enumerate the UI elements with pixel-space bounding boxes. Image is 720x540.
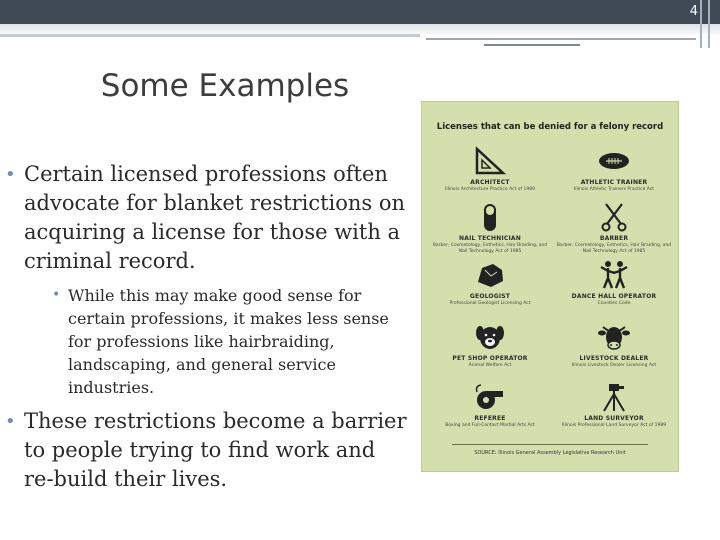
- poster-item-land-surveyor: [554, 382, 674, 429]
- poster-title: Licenses that can be denied for a felony record: [436, 122, 664, 132]
- poster-item-label: NAIL TECHNICIAN: [459, 235, 521, 242]
- poster-item-dance-hall-operator: [554, 260, 674, 307]
- poster-item-label: DANCE HALL OPERATOR: [571, 293, 657, 300]
- triangle-ruler-icon: [473, 146, 507, 176]
- bullet-list: [0, 160, 410, 502]
- licenses-poster: [421, 101, 679, 472]
- poster-item-label: GEOLOGIST: [469, 293, 511, 300]
- poster-item-act: Illinois Professional Land Surveyor Act of 1989: [561, 423, 667, 428]
- page-number: 4: [689, 4, 698, 19]
- poster-item-label: LIVESTOCK DEALER: [579, 355, 649, 362]
- decorative-line: [700, 0, 702, 48]
- accent-line: [0, 34, 420, 37]
- poster-item-athletic-trainer: [554, 146, 674, 193]
- poster-item-architect: [430, 146, 550, 193]
- poster-item-act: Professional Geologist Licensing Act: [449, 301, 531, 306]
- poster-item-label: BARBER: [599, 235, 629, 242]
- fingernail-icon: [473, 202, 507, 232]
- poster-item-act: Counties Code: [597, 301, 631, 306]
- surveyor-icon: [597, 382, 631, 412]
- poster-divider: [452, 444, 648, 445]
- cow-icon: [597, 322, 631, 352]
- poster-item-pet-shop-operator: [430, 322, 550, 369]
- poster-item-barber: [554, 202, 674, 255]
- poster-item-act: Boxing and Full-Contact Martial Arts Act: [445, 423, 535, 428]
- poster-item-act: Illinois Architecture Practice Act of 1989: [445, 187, 535, 192]
- poster-item-livestock-dealer: [554, 322, 674, 369]
- slide-title: Some Examples: [100, 68, 350, 104]
- bullet-item: [0, 160, 410, 276]
- bullet-text: These restrictions become a barrier to people trying to find work and re-build their lives.: [24, 409, 407, 491]
- top-bar: [0, 0, 720, 24]
- poster-item-act: Barber, Cosmetology, Esthetics, Hair Braiding, and Nail Technology Act of 1985: [432, 243, 548, 254]
- poster-item-label: LAND SURVEYOR: [584, 415, 644, 422]
- poster-item-label: ATHLETIC TRAINER: [580, 179, 648, 186]
- dancers-icon: [597, 260, 631, 290]
- sub-bullet-item: [0, 284, 410, 399]
- poster-item-act: Animal Welfare Act: [468, 363, 512, 368]
- scissors-icon: [597, 202, 631, 232]
- accent-line: [426, 38, 696, 40]
- accent-line: [484, 44, 580, 46]
- poster-source: SOURCE: Illinois General Assembly Legislative Research Unit: [474, 450, 626, 456]
- bullet-marker-icon: •: [5, 164, 16, 185]
- decorative-line: [708, 0, 710, 48]
- bullet-marker-icon: •: [5, 411, 16, 432]
- bullet-item: [0, 407, 410, 494]
- bullet-marker-icon: •: [52, 287, 61, 303]
- poster-item-act: Illinois Livestock Dealer Licensing Act: [571, 363, 657, 368]
- poster-item-label: PET SHOP OPERATOR: [452, 355, 528, 362]
- sub-bullet-text: While this may make good sense for certain professions, it makes less sense for professions like hairbraiding, landscaping, and general service industries.: [68, 286, 389, 397]
- poster-item-geologist: [430, 260, 550, 307]
- poster-item-label: REFEREE: [474, 415, 506, 422]
- poster-item-referee: [430, 382, 550, 429]
- poster-item-act: Illinois Athletic Trainers Practice Act: [573, 187, 655, 192]
- bullet-text: Certain licensed professions often advocate for blanket restrictions on acquiring a license for those with a criminal record.: [24, 162, 406, 273]
- whistle-icon: [473, 382, 507, 412]
- rock-icon: [473, 260, 507, 290]
- poster-item-label: ARCHITECT: [470, 179, 510, 186]
- football-icon: [597, 146, 631, 176]
- top-bar-gloss: [0, 24, 720, 34]
- dog-icon: [473, 322, 507, 352]
- poster-item-nail-technician: [430, 202, 550, 255]
- poster-item-act: Barber, Cosmetology, Esthetics, Hair Braiding, and Nail Technology Act of 1985: [556, 243, 672, 254]
